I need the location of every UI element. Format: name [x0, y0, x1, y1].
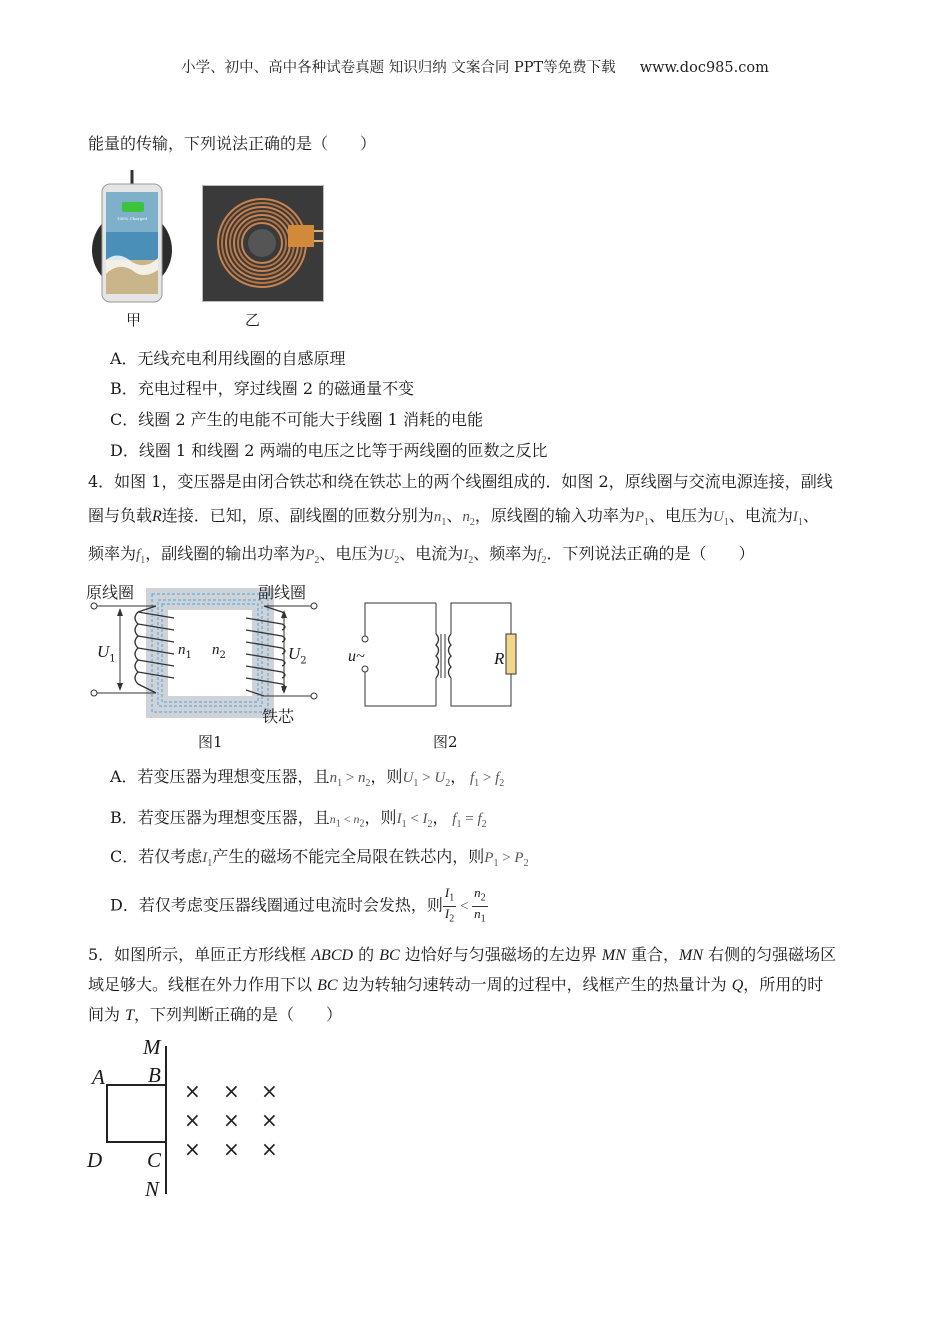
q4-line-2: 圈与负载R连接．已知，原、副线圈的匝数分别为$n_1$、$n_2$，原线圈的输入功率为$P_1$、电压为$U_1$、电流为$I_1$、	[88, 506, 819, 528]
label-c: C	[147, 1148, 162, 1172]
field-cross: ×	[184, 1108, 201, 1132]
field-cross: ×	[184, 1137, 201, 1161]
field-cross: ×	[261, 1108, 278, 1132]
q3-option-a[interactable]: A．无线充电利用线圈的自感原理	[110, 349, 346, 368]
header-site[interactable]: www.doc985.com	[639, 60, 769, 76]
q3-option-b[interactable]: B．充电过程中，穿过线圈 2 的磁通量不变	[110, 379, 415, 398]
fig-jia-label: 甲	[126, 311, 142, 329]
wireless-charging-photo	[88, 170, 188, 305]
battery-status: 100% Charged	[116, 216, 148, 221]
figure-2-caption: 图2	[433, 733, 458, 751]
figure-1-caption: 图1	[198, 733, 223, 751]
q3-option-c[interactable]: C．线圈 2 产生的电能不可能大于线圈 1 消耗的电能	[110, 410, 483, 429]
label-b: B	[148, 1063, 161, 1087]
q4-option-c[interactable]: C．若仅考虑$I_1$产生的磁场不能完全局限在铁芯内，则$P_1 > P_2$	[110, 847, 529, 869]
field-cross: ×	[184, 1079, 201, 1103]
q5-line-3: 间为 T，下列判断正确的是（ ）	[88, 1005, 343, 1024]
label-n: N	[145, 1177, 160, 1201]
n2-label: $n_2$	[212, 642, 226, 661]
q5-line-1: 5．如图所示，单匝正方形线框 ABCD 的 BC 边恰好与匀强磁场的左边界 MN 重合，MN 右侧的匀强磁场区	[88, 945, 837, 964]
q4-option-a[interactable]: A．若变压器为理想变压器，且$n_1 > n_2$，则$U_1 > U_2$， $f_1 > f_2$	[110, 767, 505, 789]
field-cross: ×	[223, 1137, 240, 1161]
header-text: 小学、初中、高中各种试卷真题 知识归纳 文案合同 PPT等免费下载	[181, 60, 616, 76]
field-cross: ×	[223, 1108, 240, 1132]
n1-label: $n_1$	[178, 642, 192, 661]
field-cross: ×	[261, 1137, 278, 1161]
iron-core-label: 铁芯	[262, 707, 295, 726]
field-cross: ×	[261, 1079, 278, 1103]
q5-line-2: 域足够大。线框在外力作用下以 BC 边为转轴匀速转动一周的过程中，线框产生的热量计为 Q，所用的时	[88, 975, 824, 994]
primary-coil-label: 原线圈	[86, 583, 135, 602]
q4-option-d[interactable]: D．若仅考虑变压器线圈通过电流时会发热，则 $\frac{I_1}{I_2}$ < $\frac{n_2}{n_1}$	[110, 885, 486, 925]
u1-label: $U_1$	[97, 642, 116, 665]
coil-photo	[202, 185, 324, 302]
q3-option-d[interactable]: D．线圈 1 和线圈 2 两端的电压之比等于两线圈的匝数之反比	[110, 441, 548, 460]
secondary-coil-label: 副线圈	[258, 583, 307, 602]
fig-yi-label: 乙	[245, 311, 261, 329]
square-loop-magnetic-field-figure	[86, 1036, 286, 1201]
field-cross: ×	[223, 1079, 240, 1103]
q4-option-b[interactable]: B．若变压器为理想变压器，且$n_1 < n_2$，则$I_1 < I_2$， $f_1 = f_2$	[110, 808, 487, 830]
q4-line-1: 4．如图 1，变压器是由闭合铁芯和绕在铁芯上的两个线圈组成的．如图 2，原线圈与交流电源连接，副线	[88, 472, 833, 491]
label-m: M	[143, 1035, 161, 1059]
q3-stem: 能量的传输，下列说法正确的是（ ）	[88, 134, 377, 153]
q4-line-3: 频率为$f_1$，副线圈的输出功率为$P_2$、电压为$U_2$、电流为$I_2$、频率为$f_2$．下列说法正确的是（ ）	[88, 544, 755, 566]
label-a: A	[92, 1065, 105, 1089]
source-label: u~	[348, 648, 365, 665]
page-header	[0, 56, 950, 77]
label-d: D	[87, 1148, 103, 1172]
load-r-label: R	[494, 649, 505, 668]
u2-label: $U_2$	[288, 644, 307, 667]
